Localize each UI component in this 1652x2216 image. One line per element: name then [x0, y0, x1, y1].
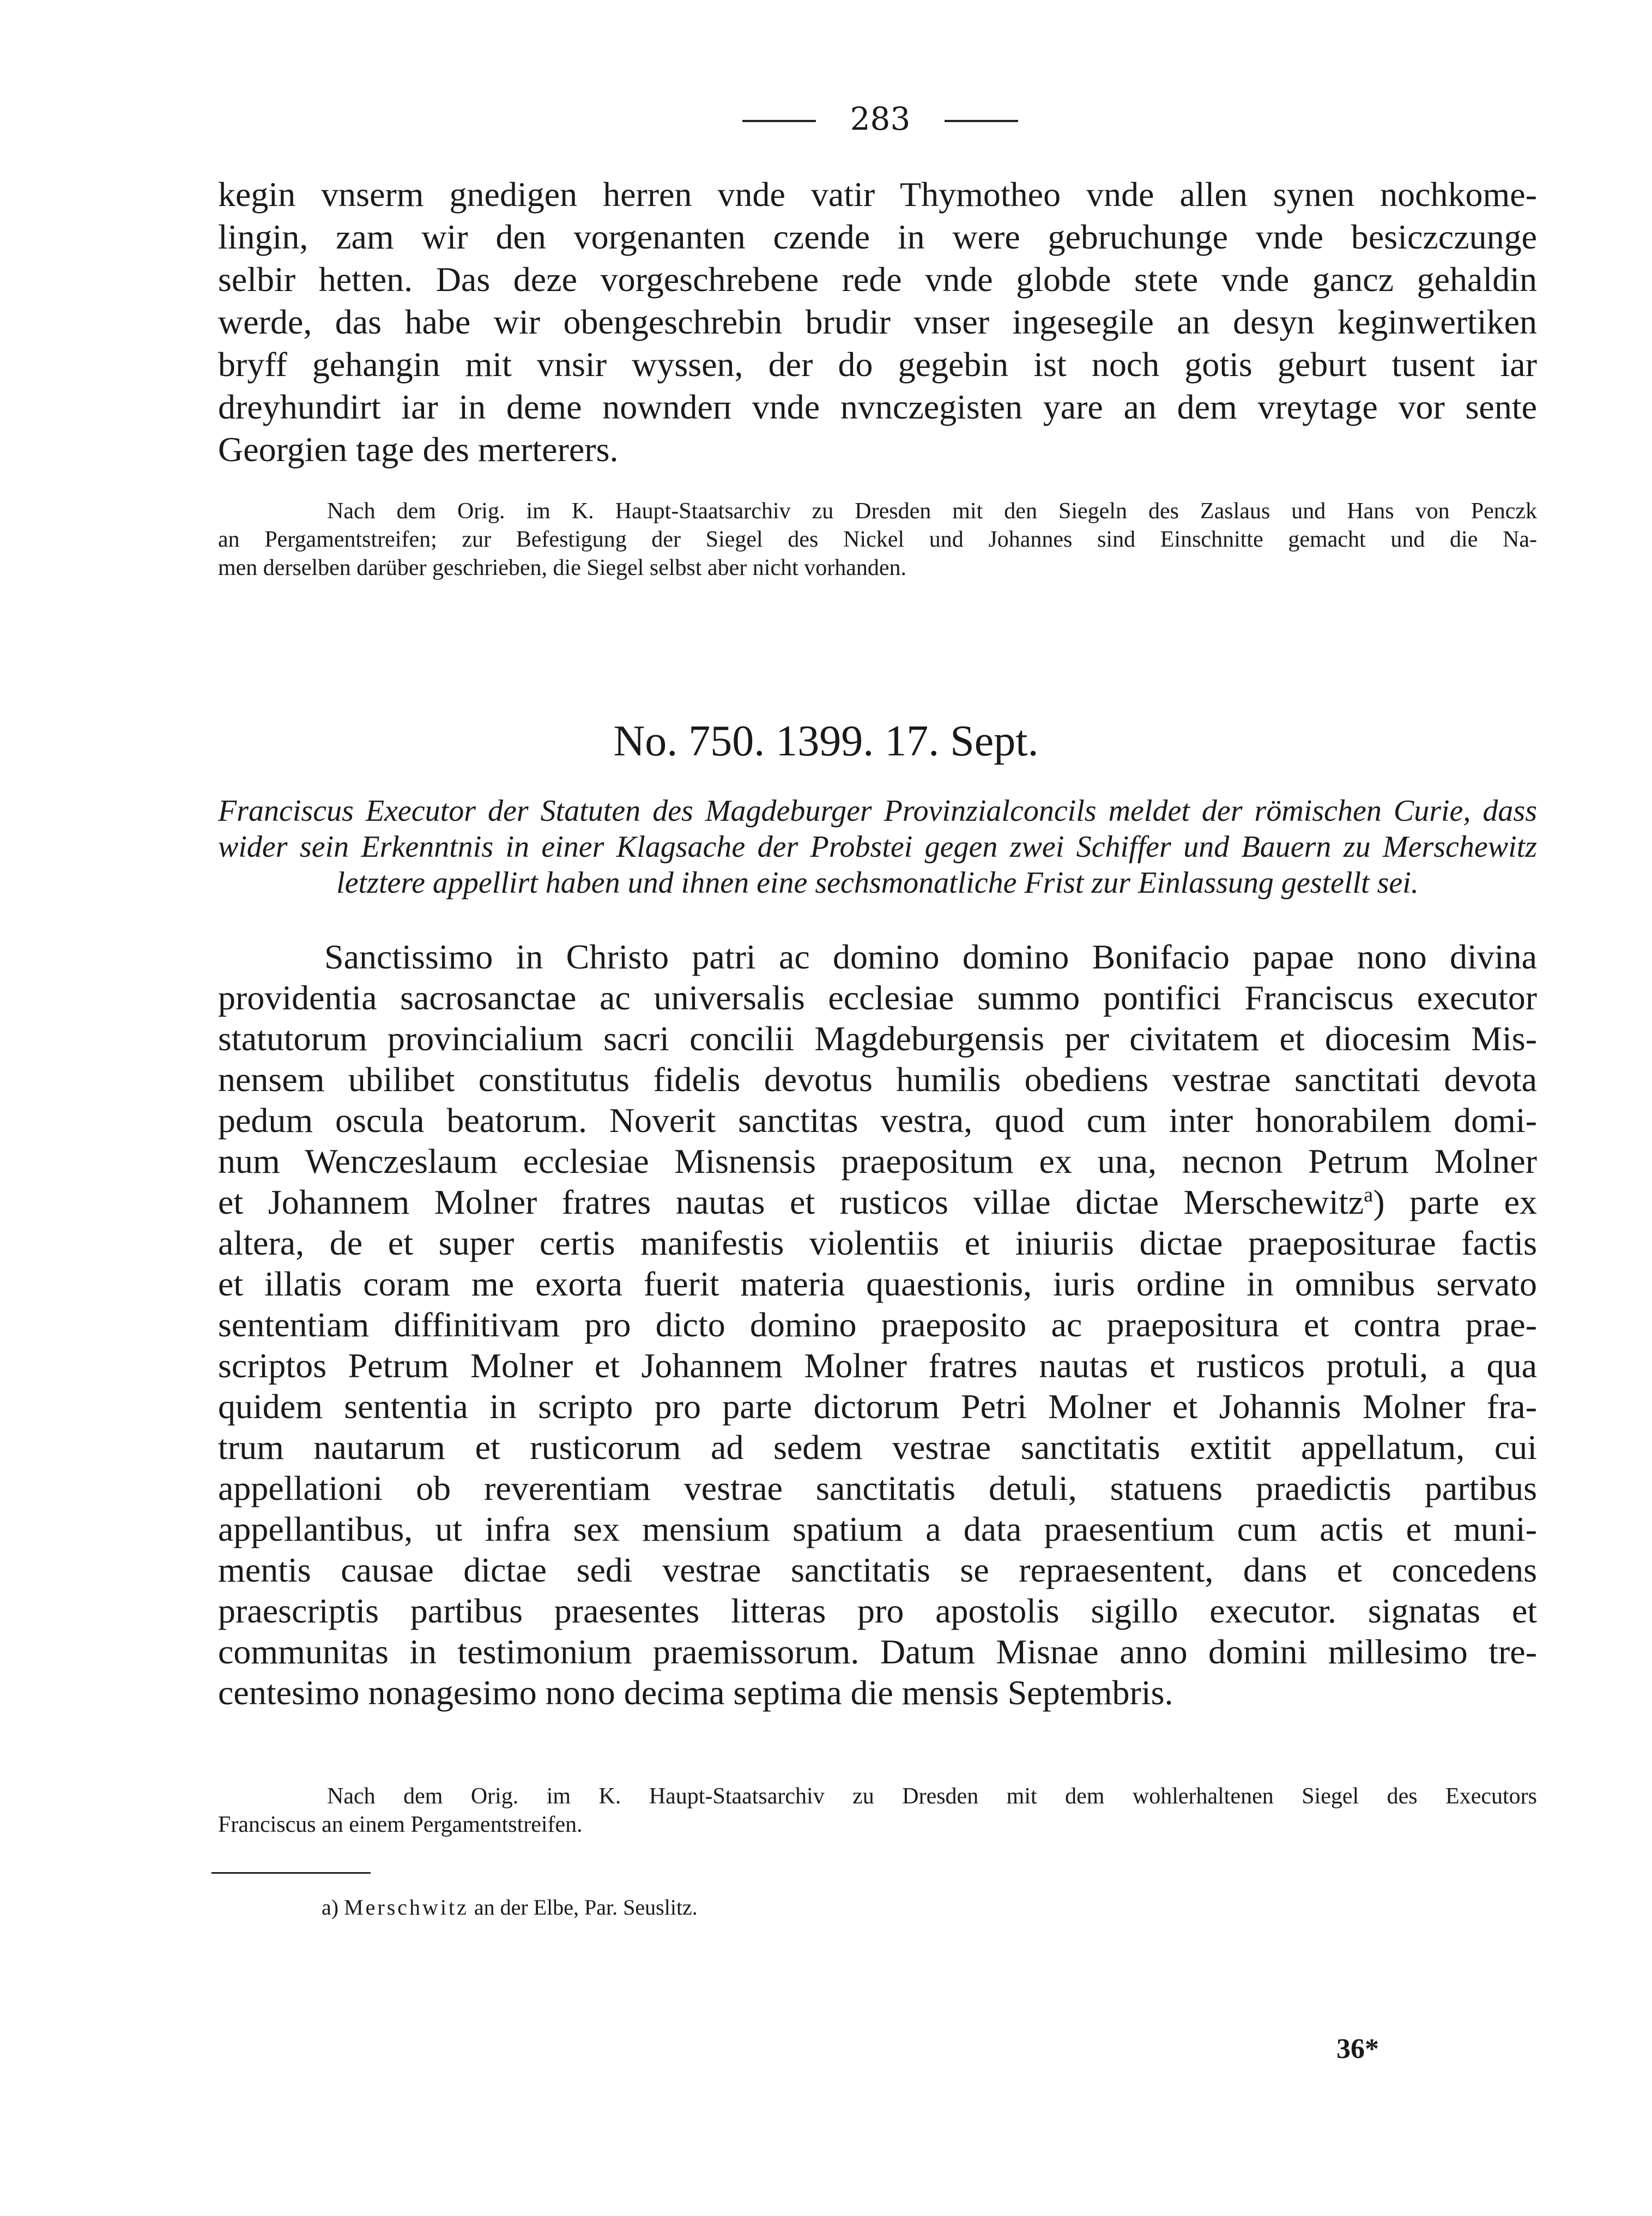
- document-heading: No. 750. 1399. 17. Sept.: [613, 717, 1039, 765]
- text-line: scriptos Petrum Molner et Johannem Molner fratres nautas et rusticos protuli, a qua: [218, 1346, 1537, 1385]
- note-line: men derselben darüber geschrieben, die Siegel selbst aber nicht vorhanden.: [218, 555, 907, 580]
- header-rule-right: [945, 120, 1018, 122]
- text-line: altera, de et super certis manifestis violentiis et iniuriis dictae praepositurae factis: [218, 1224, 1537, 1262]
- text-fragment: et Johannem Molner fratres nautas et rusticos villae dictae Merschewitz: [218, 1183, 1364, 1221]
- continuation-paragraph: [218, 173, 1537, 471]
- text-line: praescriptis partibus praesentes litteras pro apostolis sigillo executor. signatas et: [218, 1591, 1537, 1630]
- text-line: providentia sacrosanctae ac universalis ecclesiae summo pontifici Franciscus executor: [218, 978, 1537, 1017]
- signature-mark: 36*: [1336, 2033, 1379, 2064]
- text-line: selbir hetten. Das deze vorgeschrebene rede vnde globde stete vnde gancz gehaldin: [218, 260, 1537, 299]
- note-line: Franciscus an einem Pergamentstreifen.: [218, 1812, 583, 1837]
- footnote-rule: [211, 1872, 371, 1874]
- text-line: trum nautarum et rusticorum ad sedem vestrae sanctitatis extitit appellatum, cui: [218, 1428, 1537, 1467]
- text-line: Sanctissimo in Christo patri ac domino domino Bonifacio papae nono divina: [324, 937, 1537, 976]
- text-line: nensem ubilibet constitutus fidelis devotus humilis obediens vestrae sanctitati devota: [218, 1060, 1537, 1099]
- charter-text: [218, 936, 1537, 1713]
- text-line: appellationi ob reverentiam vestrae sanctitatis detuli, statuens praedictis partibus: [218, 1469, 1537, 1507]
- abstract-line: letztere appellirt haben und ihnen eine sechsmonatliche Frist zur Einlassung gestellt sei.: [336, 866, 1419, 900]
- text-line: sententiam diffinitivam pro dicto domino praeposito ac praepositura et contra prae-: [218, 1305, 1537, 1344]
- footnote-text: an der Elbe, Par. Seuslitz.: [474, 1895, 698, 1920]
- note-line: Nach dem Orig. im K. Haupt-Staatsarchiv zu Dresden mit dem wohlerhaltenen Siegel des Executors: [327, 1784, 1537, 1809]
- text-line: num Wenczeslaum ecclesiae Misnensis praepositum ex una, necnon Petrum Molner: [218, 1142, 1537, 1180]
- text-line: lingin, zam wir den vorgenanten czende in were gebruchunge vnde besiczczunge: [218, 217, 1537, 256]
- page-number: 283: [850, 100, 911, 137]
- page-header: [0, 97, 1652, 141]
- text-line: dreyhundirt iar in deme nowndeп vnde nvnczegisten yare an dem vreytage vor sente: [218, 388, 1537, 426]
- text-line: statutorum provincialium sacri concilii Magdeburgensis per civitatem et diocesim Mis-: [218, 1019, 1537, 1058]
- text-line: werde, das habe wir obengeschrebin brudir vnser ingesegile an desyn keginwertiken: [218, 302, 1537, 341]
- footnote-place: Merschwitz: [344, 1895, 469, 1920]
- text-line: et illatis coram me exorta fuerit materia quaestionis, iuris ordine in omnibus servato: [218, 1264, 1537, 1303]
- text-line: appellantibus, ut infra sex mensium spatium a data praesentium cum actis et muni-: [218, 1510, 1537, 1548]
- archival-note-1: [218, 497, 1537, 582]
- text-line-with-footnote: [218, 1182, 1537, 1222]
- text-line: quidem sententia in scripto pro parte dictorum Petri Molner et Johannis Molner fra-: [218, 1387, 1537, 1426]
- footnote-mark: a: [1364, 1183, 1373, 1207]
- footnote: [322, 1893, 698, 1922]
- text-line: communitas in testimonium praemissorum. Datum Misnae anno domini millesimo tre-: [218, 1632, 1537, 1671]
- text-line: pedum oscula beatorum. Noverit sanctitas vestra, quod cum inter honorabilem domi-: [218, 1101, 1537, 1140]
- abstract-line: Franciscus Executor der Statuten des Magdeburger Provinzialconcils meldet der römischen Curie, dass: [218, 794, 1537, 828]
- header-rule-left: [742, 120, 816, 122]
- footnote-marker: a): [322, 1895, 339, 1920]
- text-line: centesimo nonagesimo nono decima septima die mensis Septembris.: [218, 1673, 1173, 1712]
- note-line: an Pergamentstreifen; zur Befestigung der Siegel des Nickel und Johannes sind Einschnitte gemacht und die Na-: [218, 527, 1537, 552]
- text-line: kegin vnserm gnedigen herren vnde vatir Thymotheo vnde allen synen nochkome-: [218, 175, 1537, 214]
- document-abstract: [218, 793, 1537, 901]
- text-fragment: ) parte ex: [1373, 1183, 1537, 1221]
- archival-note-2: [218, 1782, 1537, 1839]
- text-line: Georgien tage des merterers.: [218, 430, 619, 469]
- abstract-line: wider sein Erkenntnis in einer Klagsache der Probstei gegen zwei Schiffer und Bauern zu Merschewitz: [218, 830, 1537, 864]
- text-line: mentis causae dictae sedi vestrae sanctitatis se repraesentent, dans et concedens: [218, 1551, 1537, 1589]
- note-line: Nach dem Orig. im K. Haupt-Staatsarchiv zu Dresden mit den Siegeln des Zaslaus und Hans von Penczk: [327, 499, 1537, 524]
- text-line: bryff gehangin mit vnsir wyssen, der do gegebin ist noch gotis geburt tusent iar: [218, 345, 1537, 384]
